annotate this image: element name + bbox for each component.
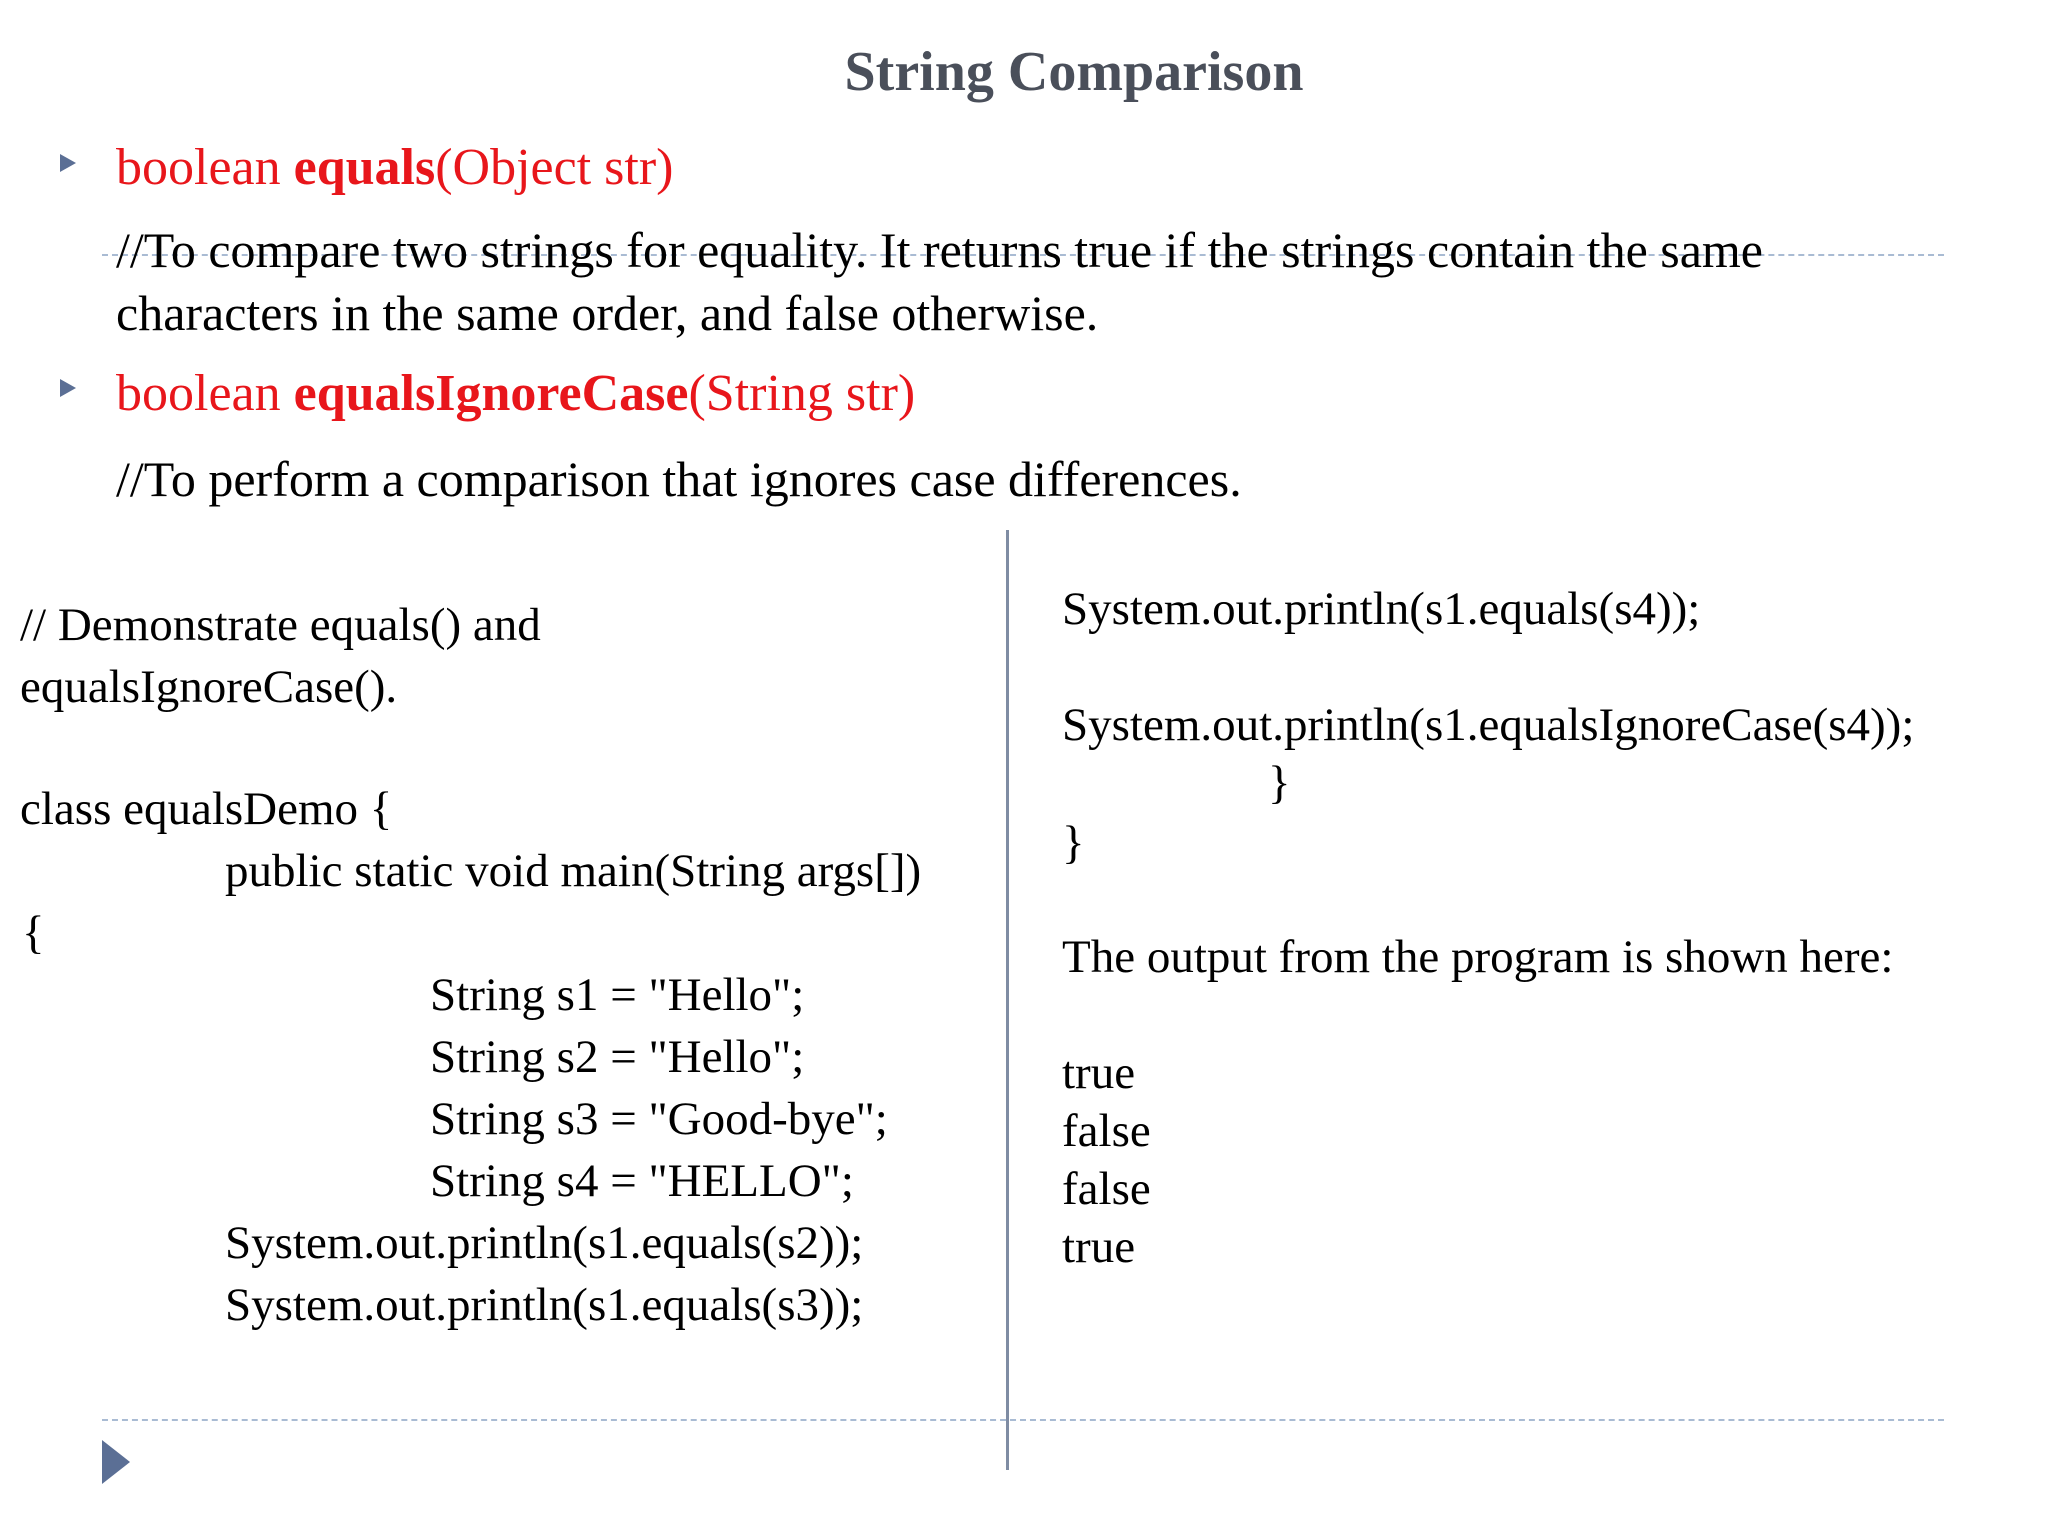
output-line: false [1062, 1163, 1151, 1215]
description-line: characters in the same order, and false otherwise. [116, 285, 1099, 341]
code-line: String s1 = "Hello"; [430, 969, 805, 1021]
method-signature-equals [116, 138, 673, 197]
output-caption: The output from the program is shown here: [1062, 931, 1894, 983]
code-line: public static void main(String args[]) [225, 845, 922, 897]
output-line: true [1062, 1221, 1136, 1273]
method-params: (Object str) [435, 139, 674, 196]
output-line: true [1062, 1047, 1136, 1099]
description-line: //To perform a comparison that ignores case differences. [116, 451, 1242, 507]
method-name: equals [293, 139, 436, 196]
description-line: //To compare two strings for equality. It returns true if the strings contain the same [116, 222, 1763, 278]
code-line: System.out.println(s1.equals(s3)); [225, 1279, 864, 1331]
code-line: { [22, 907, 45, 959]
code-line: } [1062, 817, 1085, 869]
code-line: String s2 = "Hello"; [430, 1031, 805, 1083]
dashed-footer-line [102, 1419, 1944, 1421]
code-line: } [1268, 757, 1291, 809]
slide-title: String Comparison [844, 41, 1304, 103]
code-line: System.out.println(s1.equals(s2)); [225, 1217, 864, 1269]
code-line: class equalsDemo { [20, 783, 393, 835]
column-divider [1006, 530, 1009, 1470]
method-params: (String str) [688, 365, 916, 422]
code-line: System.out.println(s1.equalsIgnoreCase(s4)); [1062, 699, 1915, 751]
method-type: boolean [116, 365, 294, 422]
code-line: System.out.println(s1.equals(s4)); [1062, 583, 1701, 635]
method-signature-equalsIgnoreCase [116, 364, 915, 423]
bullet-arrow-icon [60, 379, 76, 397]
code-line: equalsIgnoreCase(). [20, 661, 398, 713]
footer-arrow-icon [102, 1440, 130, 1484]
code-line: String s3 = "Good-bye"; [430, 1093, 888, 1145]
method-name: equalsIgnoreCase [293, 365, 689, 422]
method-type: boolean [116, 139, 294, 196]
bullet-arrow-icon [60, 154, 76, 172]
output-line: false [1062, 1105, 1151, 1157]
code-line: String s4 = "HELLO"; [430, 1155, 854, 1207]
code-line: // Demonstrate equals() and [20, 599, 541, 651]
